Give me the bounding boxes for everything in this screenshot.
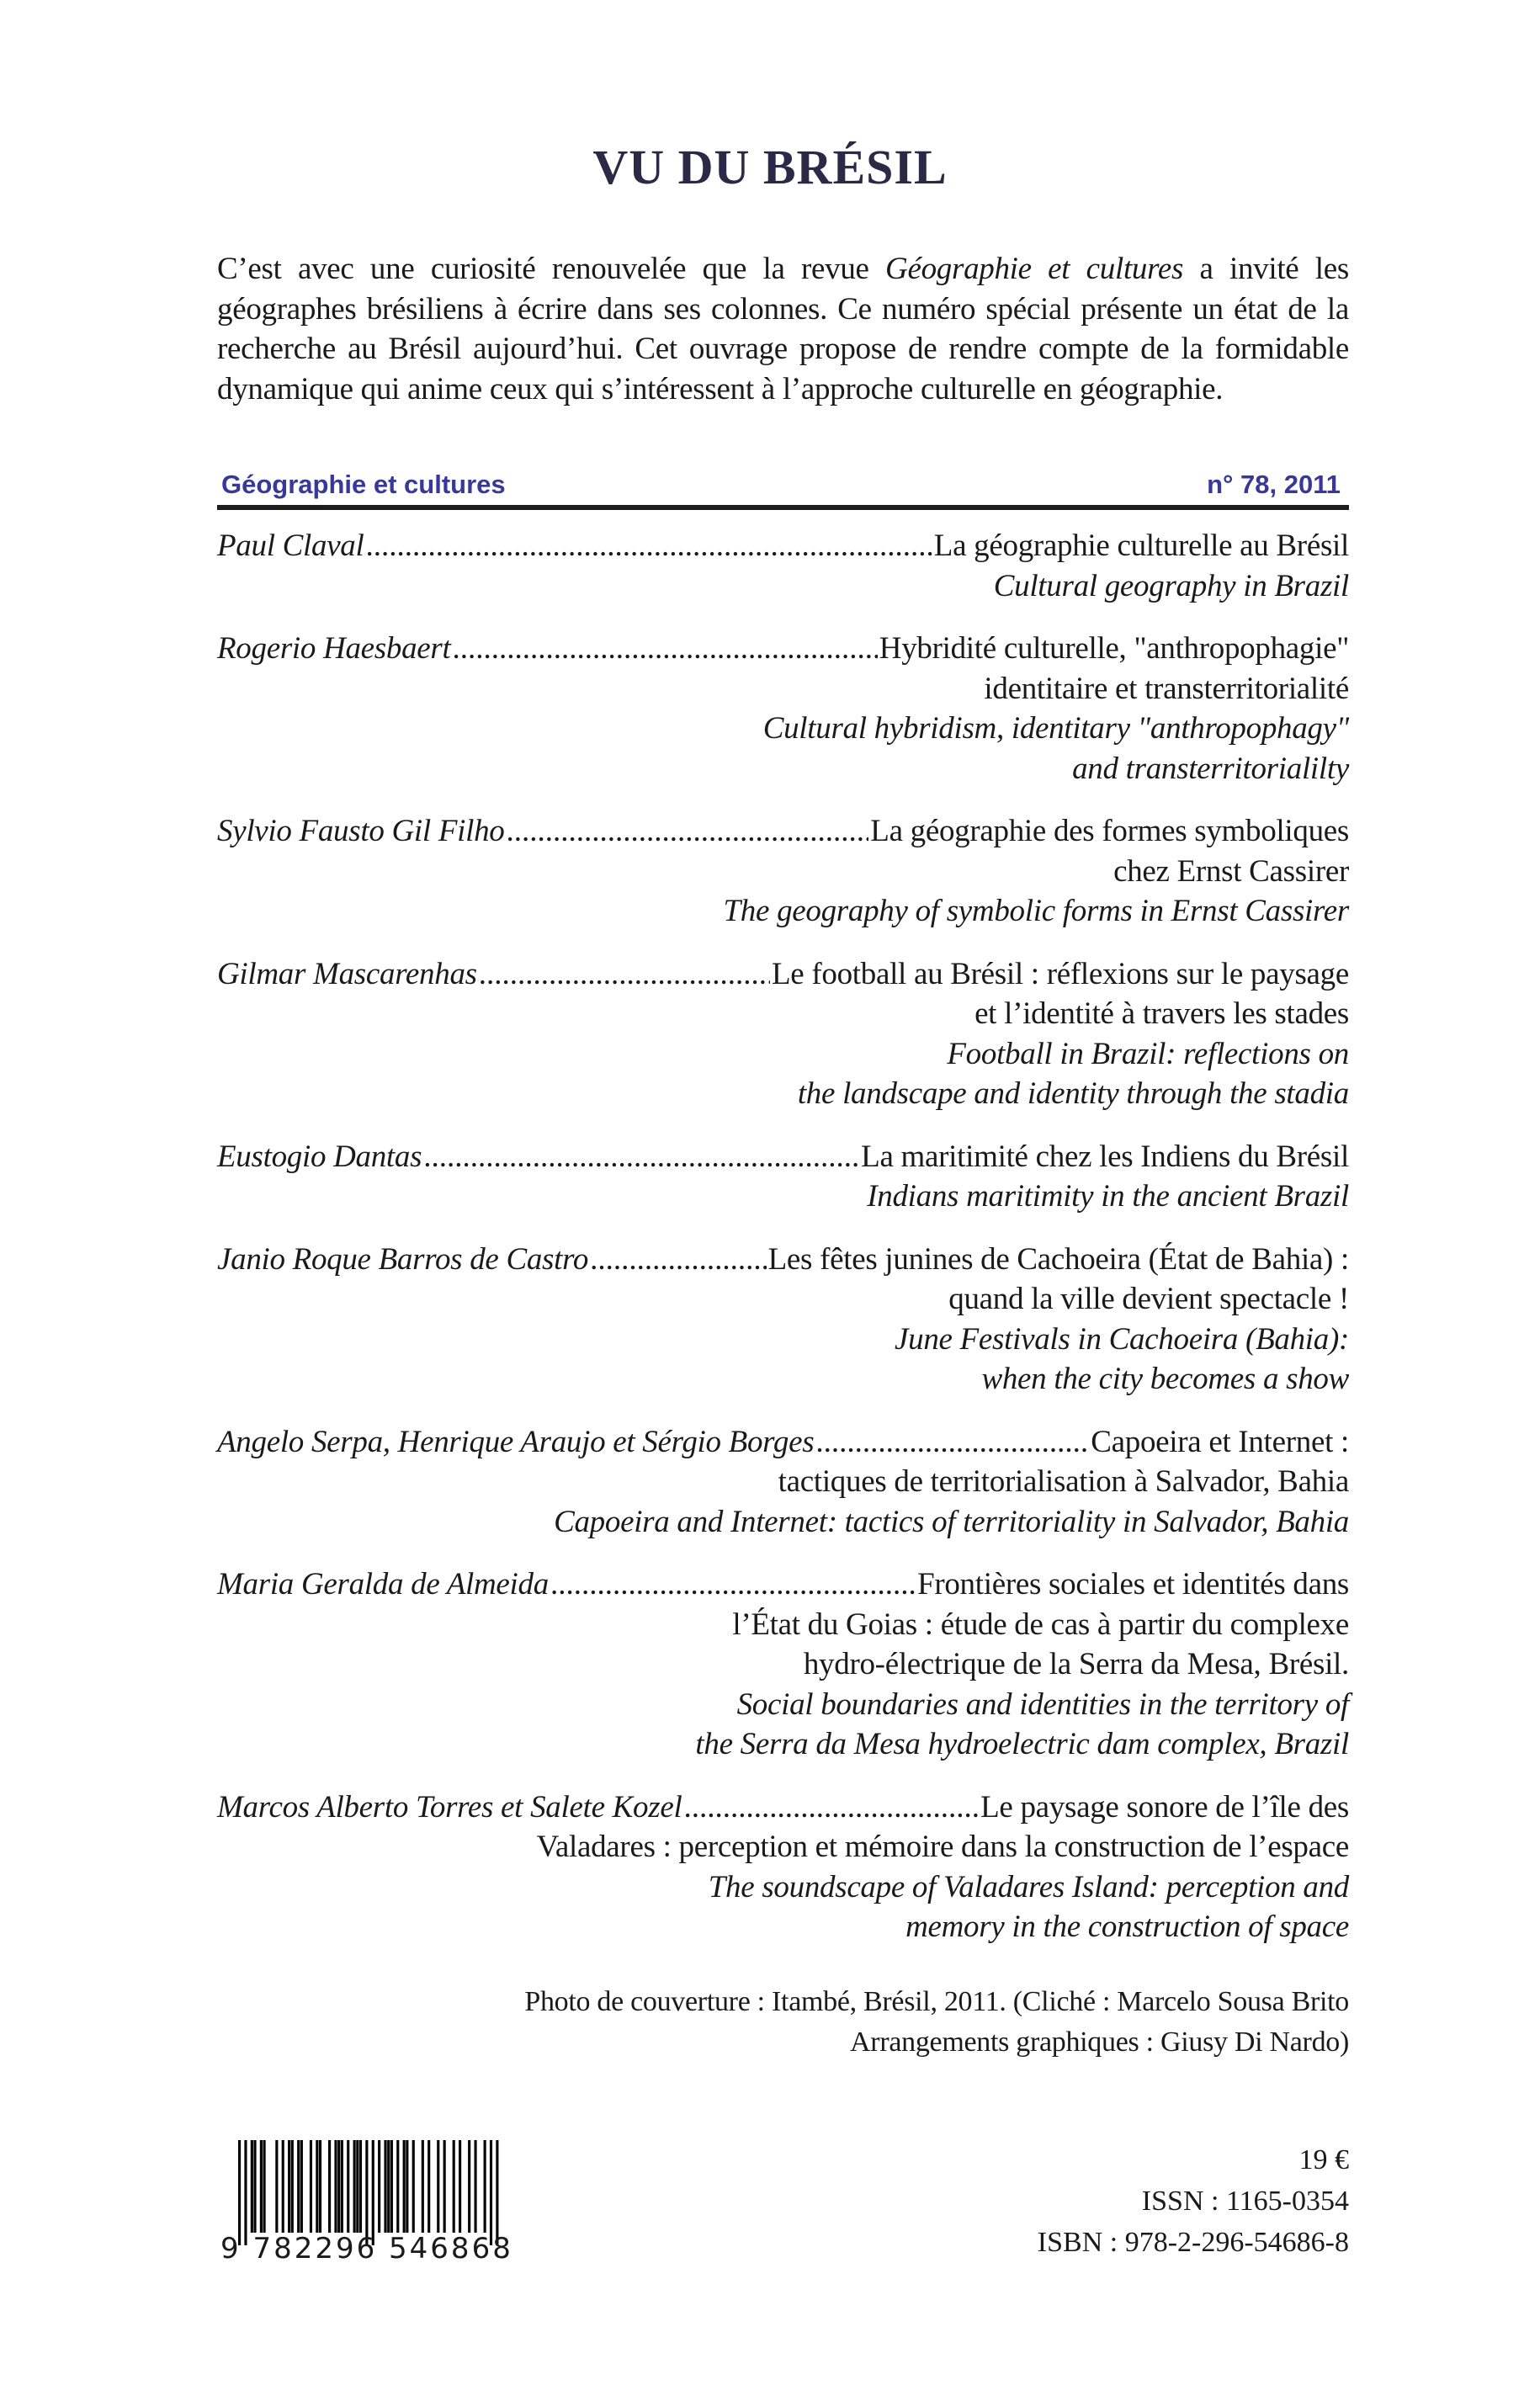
toc-translation-line	[217, 1724, 1349, 1765]
toc-translation: the Serra da Mesa hydroelectric dam complex, Brazil	[695, 1727, 1349, 1761]
credits-line-1: Photo de couverture : Itambé, Brésil, 2011. (Cliché : Marcelo Sousa Brito	[524, 1986, 1349, 2017]
dot-leader	[506, 811, 868, 852]
pricing-block	[1038, 2139, 1349, 2263]
toc-entry-head-line	[217, 1137, 1349, 1177]
dot-leader	[366, 526, 932, 566]
toc-translation-line	[217, 1034, 1349, 1075]
toc-author: Gilmar Mascarenhas	[217, 956, 477, 991]
dot-leader	[683, 1787, 979, 1828]
toc-translation: Cultural geography in Brazil	[993, 568, 1349, 603]
toc-translation: Cultural hybridism, identitary "anthropophagy"	[762, 711, 1349, 746]
barcode-digits: 9 782296 546868	[220, 2232, 513, 2265]
toc-translation-line	[217, 1177, 1349, 1217]
toc-title-line	[217, 1605, 1349, 1645]
toc-author: Marcos Alberto Torres et Salete Kozel	[217, 1789, 682, 1825]
toc-translation-line	[217, 1685, 1349, 1725]
toc-translation: Social boundaries and identities in the territory of	[736, 1686, 1349, 1722]
toc-translation-line	[217, 709, 1349, 749]
toc-translation: Capoeira and Internet: tactics of territoriality in Salvador, Bahia	[554, 1504, 1349, 1539]
toc-title: Le paysage sonore de l’île des	[980, 1789, 1349, 1825]
toc-title-line	[217, 1462, 1349, 1502]
toc-translation: June Festivals in Cachoeira (Bahia):	[895, 1321, 1349, 1357]
dot-leader	[423, 1137, 859, 1177]
toc-translation: memory in the construction of space	[905, 1910, 1349, 1944]
toc-translation: the landscape and identity through the stadia	[797, 1076, 1349, 1111]
toc-title-line	[217, 1279, 1349, 1320]
photo-credits	[217, 1982, 1349, 2063]
toc-entry-head-line	[217, 1564, 1349, 1605]
toc-author: Eustogio Dantas	[217, 1139, 422, 1174]
toc-entry	[217, 811, 1349, 932]
toc-title: tactiques de territorialisation à Salvador, Bahia	[778, 1464, 1349, 1499]
toc-author: Maria Geralda de Almeida	[217, 1567, 549, 1602]
toc-entry	[217, 629, 1349, 789]
journal-name: Géographie et cultures	[221, 470, 506, 499]
toc-translation-line	[217, 1502, 1349, 1543]
toc-author: Angelo Serpa, Henrique Araujo et Sérgio Borges	[217, 1424, 815, 1459]
toc-title: Frontières sociales et identités dans	[917, 1567, 1349, 1602]
toc-title-line	[217, 1644, 1349, 1685]
intro-text-after: a invité les géographes brésiliens à écrire dans ses colonnes. Ce numéro spécial présente un état de la recherche au Brésil aujourd’hui. Cet ouvrage propose de rendre compte de la formidable dynamique qui anime ceux qui s’intéressent à l’approche culturelle en géographie.	[217, 252, 1350, 406]
toc-translation-line	[217, 1320, 1349, 1360]
toc-title: chez Ernst Cassirer	[1113, 853, 1349, 889]
toc-title: Capoeira et Internet :	[1091, 1424, 1349, 1459]
dot-leader	[550, 1564, 916, 1605]
toc-title: Les fêtes junines de Cachoeira (État de Bahia) :	[767, 1241, 1349, 1277]
toc-entry	[217, 1564, 1349, 1765]
toc-translation-line	[217, 891, 1349, 932]
toc-title-line	[217, 669, 1349, 709]
toc-translation: Football in Brazil: reflections on	[947, 1036, 1349, 1071]
toc-author: Sylvio Fausto Gil Filho	[217, 814, 505, 848]
barcode-bars-icon	[238, 2140, 499, 2245]
toc-title-line	[217, 1827, 1349, 1867]
toc-entry	[217, 526, 1349, 606]
toc-translation: Indians maritimity in the ancient Brazil	[867, 1179, 1349, 1214]
toc-translation-line	[217, 1074, 1349, 1114]
toc-entry-head-line	[217, 1787, 1349, 1828]
toc-entry	[217, 954, 1349, 1114]
toc-entry-head-line	[217, 526, 1349, 566]
toc-entry-head-line	[217, 954, 1349, 995]
toc-translation-line	[217, 1907, 1349, 1947]
toc-title: et l’identité à travers les stades	[974, 996, 1349, 1031]
toc-title: quand la ville devient spectacle !	[948, 1282, 1349, 1316]
dot-leader	[590, 1240, 767, 1280]
toc-translation: The geography of symbolic forms in Ernst Cassirer	[723, 894, 1349, 928]
dot-leader	[815, 1422, 1089, 1463]
toc-title: Valadares : perception et mémoire dans la construction de l’espace	[536, 1830, 1349, 1864]
toc-author: Rogerio Haesbaert	[217, 631, 451, 666]
journal-header-bar	[217, 468, 1349, 510]
toc-title: La géographie des formes symboliques	[870, 814, 1349, 848]
toc-translation: The soundscape of Valadares Island: perception and	[708, 1869, 1349, 1904]
toc-translation-line	[217, 1867, 1349, 1908]
toc-translation-line	[217, 1359, 1349, 1400]
toc-entry	[217, 1422, 1349, 1543]
toc-title: l’État du Goias : étude de cas à partir du complexe	[732, 1607, 1349, 1642]
toc-translation-line	[217, 749, 1349, 789]
dot-leader	[479, 954, 770, 995]
journal-issue: n° 78, 2011	[1207, 470, 1341, 499]
isbn: ISBN : 978-2-296-54686-8	[1037, 2227, 1349, 2258]
toc-translation: and transterritorialilty	[1072, 751, 1349, 786]
toc-author: Paul Claval	[217, 529, 364, 563]
toc-title: Le football au Brésil : réflexions sur le paysage	[771, 956, 1349, 991]
toc-entry-head-line	[217, 811, 1349, 852]
intro-text-before: C’est avec une curiosité renouvelée que la revue	[217, 252, 886, 286]
toc-title: Hybridité culturelle, "anthropophagie"	[879, 631, 1349, 666]
dot-leader	[453, 629, 878, 669]
toc-entry-head-line	[217, 1422, 1349, 1463]
toc-author: Janio Roque Barros de Castro	[217, 1241, 589, 1277]
credits-line-2: Arrangements graphiques : Giusy Di Nardo)	[850, 2026, 1349, 2058]
toc-title: La maritimité chez les Indiens du Brésil	[861, 1139, 1349, 1174]
toc-title-line	[217, 994, 1349, 1034]
issn: ISSN : 1165-0354	[1141, 2186, 1349, 2217]
intro-paragraph	[217, 249, 1349, 409]
page-title: VU DU BRÉSIL	[592, 140, 948, 194]
toc-entry	[217, 1787, 1349, 1947]
toc-title: hydro-électrique de la Serra da Mesa, Brésil.	[803, 1647, 1349, 1681]
toc-entry-head-line	[217, 629, 1349, 669]
toc-translation-line	[217, 566, 1349, 607]
toc-entry	[217, 1137, 1349, 1217]
toc-entry-head-line	[217, 1240, 1349, 1280]
toc-title: La géographie culturelle au Brésil	[933, 529, 1349, 563]
intro-journal-name: Géographie et cultures	[885, 252, 1184, 286]
toc-entry	[217, 1240, 1349, 1400]
table-of-contents	[217, 526, 1349, 1970]
toc-translation: when the city becomes a show	[981, 1362, 1349, 1396]
toc-title-line	[217, 852, 1349, 892]
price: 19 €	[1298, 2144, 1349, 2175]
toc-title: identitaire et transterritorialité	[984, 671, 1349, 706]
